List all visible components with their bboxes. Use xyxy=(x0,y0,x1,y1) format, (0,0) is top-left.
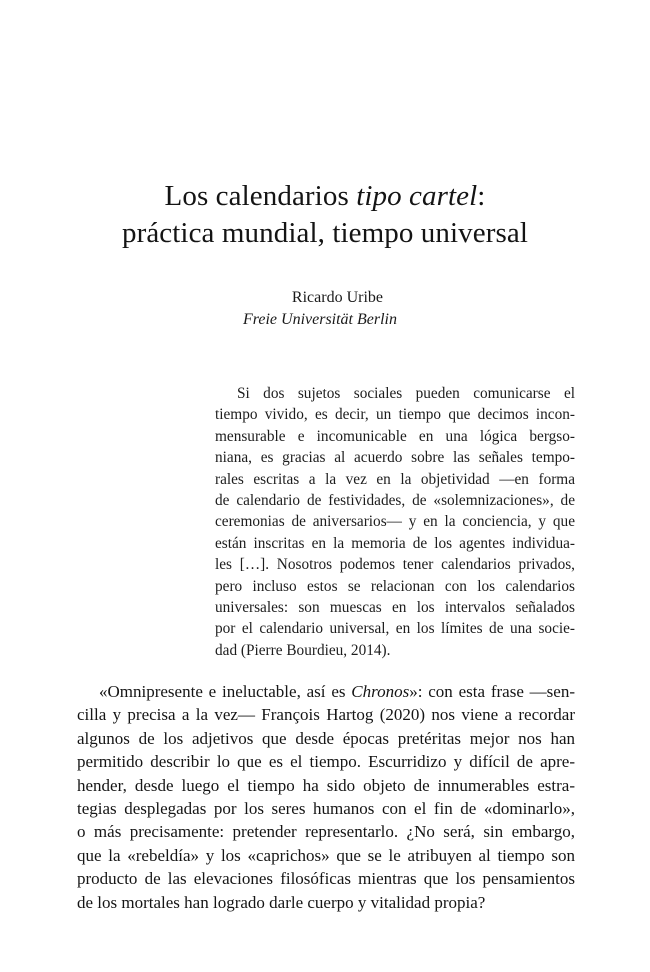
body-line: hender, desde luego el tiempo ha sido objeto de innumerables estra- xyxy=(77,775,575,795)
title-line-2: práctica mundial, tiempo universal xyxy=(121,217,529,249)
epigraph-line: Si dos sujetos sociales pueden comunicarse el xyxy=(237,385,575,402)
body-paragraph xyxy=(77,680,575,914)
body-line: que la «rebeldía» y los «caprichos» que se le atribuyen al tiempo son xyxy=(77,845,575,865)
epigraph-line: mensurable e incomunicable en una lógica bergso- xyxy=(215,427,575,445)
epigraph-line: dad (Pierre Bourdieu, 2014). xyxy=(215,641,391,659)
body-italic-term: Chronos xyxy=(351,682,410,701)
title-italic-phrase: tipo cartel xyxy=(356,180,478,212)
epigraph-quote xyxy=(215,383,575,661)
epigraph-line: pero incluso estos se relacionan con los calendarios xyxy=(215,577,575,595)
epigraph-line: universales: son muescas en los intervalos señalados xyxy=(215,599,575,617)
author-affiliation: Freie Universität Berlin xyxy=(242,311,397,328)
title-line-1 xyxy=(0,178,650,215)
body-line-1-suffix: »: con esta frase —sen- xyxy=(409,682,575,701)
epigraph-line: tiempo vivido, es decir, un tiempo que decimos incon- xyxy=(215,406,575,424)
epigraph-line: niana, es gracias al acuerdo sobre las señales tempo- xyxy=(215,449,575,467)
epigraph-line: por el calendario universal, en los límites de una socie- xyxy=(215,620,575,638)
body-line-1-prefix: «Omnipresente e ineluctable, así es xyxy=(99,682,352,701)
body-line: de los mortales han logrado darle cuerpo y vitalidad propia? xyxy=(77,892,486,912)
body-line: permitido describir lo que es el tiempo. Escurridizo y difícil de apre- xyxy=(77,752,575,772)
body-line: o más precisamente: pretender representarlo. ¿No será, sin embargo, xyxy=(77,822,575,842)
body-line: tegias desplegadas por los seres humanos con el fin de «dominarlo», xyxy=(77,799,575,819)
body-line: cilla y precisa a la vez— François Hartog (2020) nos viene a recordar xyxy=(77,705,575,725)
author-block xyxy=(215,287,435,331)
body-line xyxy=(77,680,575,703)
epigraph-line: les […]. Nosotros podemos tener calendarios privados, xyxy=(215,556,575,574)
title-line-1-prefix: Los calendarios xyxy=(164,180,357,212)
epigraph-line: de calendario de festividades, de «solemnizaciones», de xyxy=(215,492,575,510)
body-line: producto de las elevaciones filosóficas mientras que los pensamientos xyxy=(77,869,575,889)
epigraph-line: rales escritas a la vez en la objetividad —en forma xyxy=(215,470,575,488)
title-line-1-suffix: : xyxy=(477,180,486,212)
epigraph-line: ceremonias de aniversarios— y en la conciencia, y que xyxy=(215,513,575,531)
chapter-title xyxy=(0,178,650,252)
epigraph-line: están inscritas en la memoria de los agentes individua- xyxy=(215,534,575,552)
body-line: algunos de los adjetivos que desde épocas pretéritas mejor nos han xyxy=(77,728,575,748)
author-name: Ricardo Uribe xyxy=(291,289,383,306)
